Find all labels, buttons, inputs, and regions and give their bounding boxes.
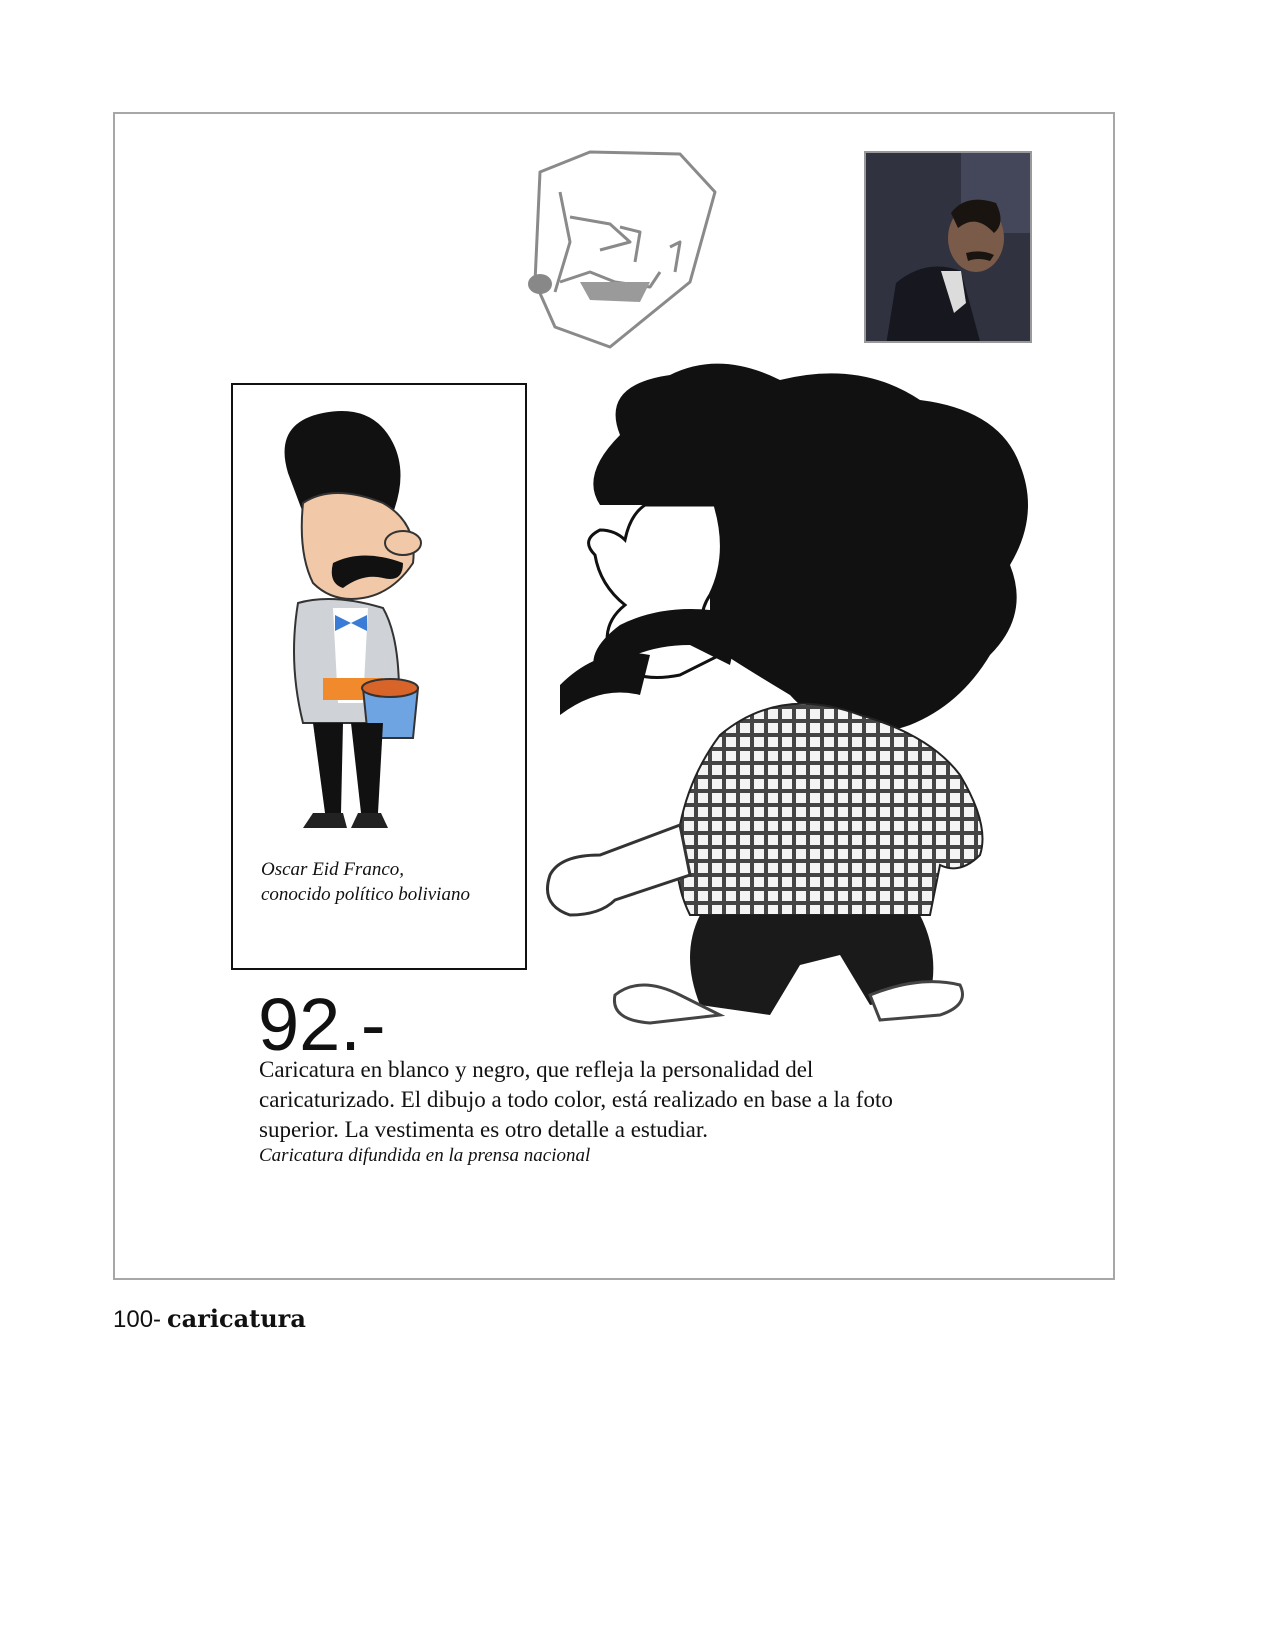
reference-photo xyxy=(864,151,1032,343)
description-line-3: superior. La vestimenta es otro detalle a estudiar. xyxy=(259,1117,708,1142)
inset-caption xyxy=(261,857,521,907)
figure-number: 92.- xyxy=(258,983,386,1066)
page-number: 100- xyxy=(113,1306,162,1333)
description-line-1: Caricatura en blanco y negro, que refleja la personalidad del xyxy=(259,1057,814,1082)
page-footer xyxy=(113,1304,306,1335)
figure-description xyxy=(259,1055,989,1145)
color-caricature xyxy=(243,403,423,843)
inset-caption-line-1: Oscar Eid Franco, xyxy=(261,859,405,880)
color-caricature-box xyxy=(231,383,527,970)
description-line-2: caricaturizado. El dibujo a todo color, está realizado en base a la foto xyxy=(259,1087,893,1112)
pencil-sketch xyxy=(500,132,740,372)
inset-caption-line-2: conocido político boliviano xyxy=(261,884,470,905)
bw-caricature xyxy=(540,355,1080,1055)
figure-credit: Caricatura difundida en la prensa nacional xyxy=(259,1145,591,1166)
section-title: caricatura xyxy=(167,1304,306,1333)
